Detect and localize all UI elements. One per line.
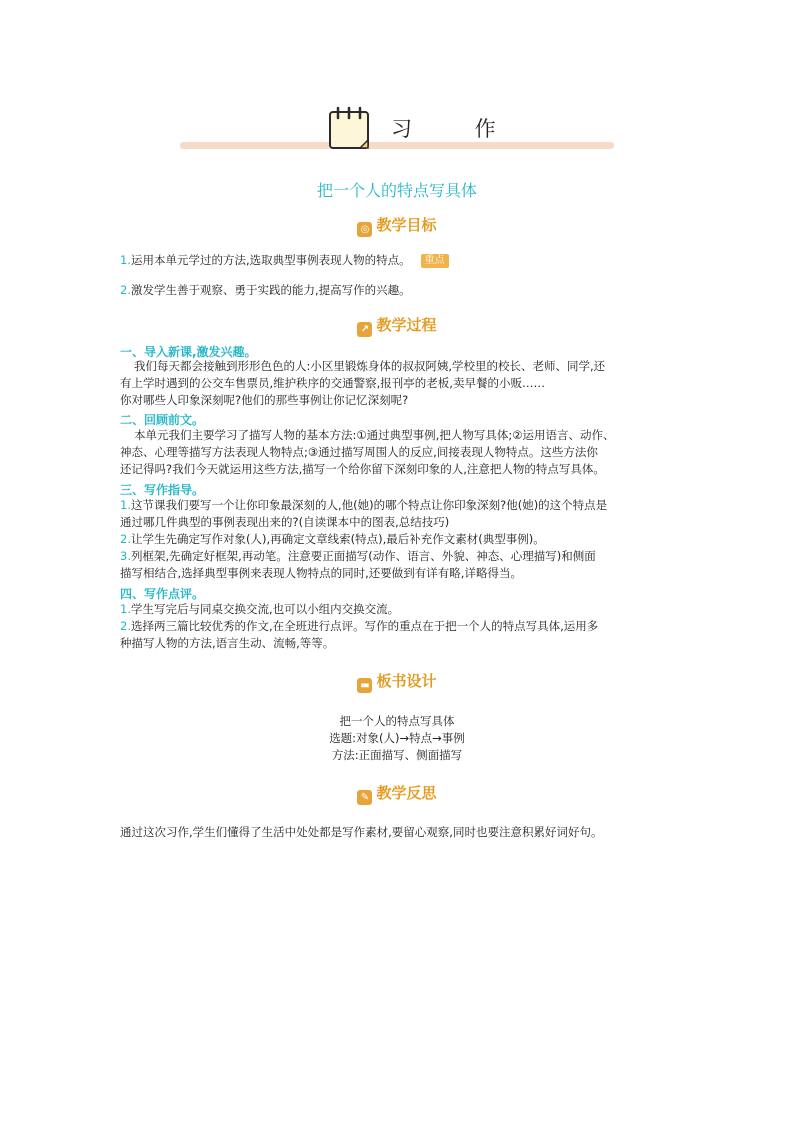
board-heading xyxy=(0,670,794,693)
notebook-icon xyxy=(326,104,376,152)
paragraph-line: 本单元我们主要学习了描写人物的基本方法:①通过典型事例,把人物写具体;②运用语言、动作、 xyxy=(134,428,615,442)
process-heading-label: 教学过程 xyxy=(376,316,437,334)
paragraph-line: 神态、心理等描写方法表现人物特点;③通过描写周围人的反应,间接表现人物特点。这些方法你 xyxy=(120,445,598,459)
item-num: 1. xyxy=(120,498,131,512)
goal-text: 运用本单元学过的方法,选取典型事例表现人物的特点。 xyxy=(130,253,411,267)
goal-item-2 xyxy=(120,282,411,299)
board-line: 方法:正面描写、侧面描写 xyxy=(331,748,463,762)
item-num: 2. xyxy=(120,532,131,546)
board-line: 把一个人的特点写具体 xyxy=(339,714,455,728)
paragraph-line: 通过哪几件典型的事例表现出来的?(自读课本中的图表,总结技巧) xyxy=(120,515,450,529)
item-text: 这节课我们要写一个让你印象最深刻的人,他(她)的哪个特点让你印象深刻?他(她)的这个特点是 xyxy=(130,498,608,512)
list-item xyxy=(120,618,598,635)
goal-text: 激发学生善于观察、勇于实践的能力,提高写作的兴趣。 xyxy=(130,283,411,297)
lesson-title: 把一个人的特点写具体 xyxy=(316,181,477,200)
list-item xyxy=(120,497,607,514)
goal-num: 2. xyxy=(120,283,131,297)
part4-title: 四、写作点评。 xyxy=(120,587,205,601)
paragraph-line: 有上学时遇到的公交车售票员,维护秩序的交通警察,报刊亭的老板,卖早餐的小贩…… xyxy=(120,376,545,390)
list-item xyxy=(120,531,545,548)
paragraph-line: 种描写人物的方法,语言生动、流畅,等等。 xyxy=(120,636,335,650)
goals-heading xyxy=(0,214,794,237)
chart-line-icon: ↗ xyxy=(357,322,372,337)
item-num: 2. xyxy=(120,619,131,633)
item-text: 列框架,先确定好框架,再动笔。注意要正面描写(动作、语言、外貌、神态、心理描写)和侧面 xyxy=(130,549,596,563)
part3-title: 三、写作指导。 xyxy=(120,483,205,497)
list-item xyxy=(120,601,399,618)
goals-heading-label: 教学目标 xyxy=(376,216,437,234)
item-num: 3. xyxy=(120,549,131,563)
folder-icon: ▬ xyxy=(357,678,372,693)
reflection-text: 通过这次习作,学生们懂得了生活中处处都是写作素材,要留心观察,同时也要注意积累好词好句。 xyxy=(120,825,603,839)
reflection-icon: ✎ xyxy=(357,790,372,805)
page-title: 习 作 xyxy=(391,117,524,141)
board-line: 选题:对象(人)→特点→事例 xyxy=(329,731,465,745)
item-text: 让学生先确定写作对象(人),再确定文章线索(特点),最后补充作文素材(典型事例)。 xyxy=(130,532,545,546)
list-item xyxy=(120,548,596,565)
paragraph-line: 你对哪些人印象深刻呢?他们的那些事例让你记忆深刻呢? xyxy=(120,393,409,407)
goal-num: 1. xyxy=(120,253,131,267)
item-text: 选择两三篇比较优秀的作文,在全班进行点评。写作的重点在于把一个人的特点写具体,运用多 xyxy=(130,619,599,633)
header-band xyxy=(180,142,614,149)
process-heading xyxy=(0,314,794,337)
item-num: 1. xyxy=(120,602,131,616)
key-point-badge: 重点 xyxy=(421,254,449,268)
part2-title: 二、回顾前文。 xyxy=(120,413,205,427)
board-heading-label: 板书设计 xyxy=(376,672,437,690)
part1-title: 一、导入新课,激发兴趣。 xyxy=(120,345,257,359)
goal-item-1 xyxy=(120,252,449,269)
target-icon: ◎ xyxy=(357,222,372,237)
paragraph-line: 我们每天都会接触到形形色色的人:小区里锻炼身体的叔叔阿姨,学校里的校长、老师、同学,还 xyxy=(134,359,606,373)
paragraph-line: 还记得吗?我们今天就运用这些方法,描写一个给你留下深刻印象的人,注意把人物的特点写具体。 xyxy=(120,462,605,476)
reflection-heading xyxy=(0,782,794,805)
reflection-heading-label: 教学反思 xyxy=(376,784,437,802)
paragraph-line: 描写相结合,选择典型事例来表现人物特点的同时,还要做到有详有略,详略得当。 xyxy=(120,566,522,580)
item-text: 学生写完后与同桌交换交流,也可以小组内交换交流。 xyxy=(130,602,400,616)
